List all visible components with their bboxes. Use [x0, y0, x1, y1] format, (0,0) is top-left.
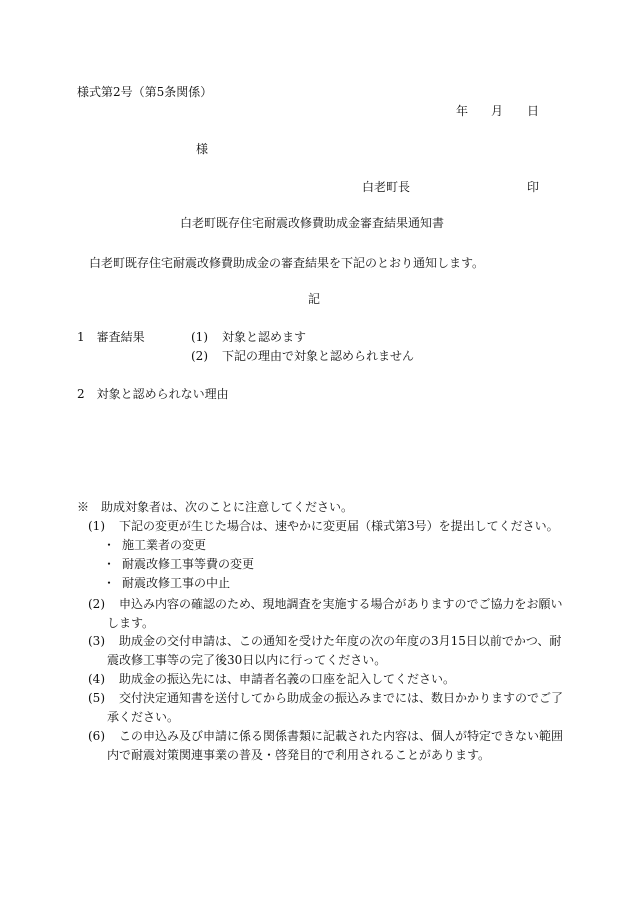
- option-1-text: 対象と認めます: [222, 330, 307, 344]
- note-line: 助成金の交付申請は、この通知を受けた年度の次の年度の3月15日以前でかつ、耐: [119, 634, 562, 648]
- intro-text: 白老町既存住宅耐震改修費助成金の審査結果を下記のとおり通知します。: [89, 256, 485, 270]
- note-num: (6): [88, 729, 105, 743]
- note-num: (2): [88, 597, 105, 611]
- section1-label: 1 審査結果: [77, 330, 145, 344]
- section2-label: 2 対象と認められない理由: [77, 387, 229, 401]
- bullet-text: 施工業者の変更: [122, 538, 207, 552]
- note-line: 交付決定通知書を送付してから助成金の振込みまでには、数日かかりますのでご了: [119, 691, 564, 705]
- note-line: 助成金の振込先には、申請者名義の口座を記入してください。: [119, 672, 456, 686]
- note-num: (1): [88, 519, 105, 533]
- date-year: 年: [456, 104, 469, 118]
- option-2-num: (2): [191, 349, 208, 363]
- form-number: 様式第2号（第5条関係）: [77, 85, 213, 99]
- date-month: 月: [491, 104, 504, 118]
- note-line: 震改修工事等の完了後30日以内に行ってください。: [107, 653, 387, 667]
- ki-marker: 記: [308, 292, 321, 306]
- note-num: (5): [88, 691, 105, 705]
- date-day: 日: [527, 104, 540, 118]
- issuer-seal: 印: [527, 180, 540, 194]
- note-line: します。: [107, 616, 155, 630]
- note-line: 下記の変更が生じた場合は、速やかに変更届（様式第3号）を提出してください。: [119, 519, 559, 533]
- bullet-mark: ・: [103, 576, 116, 590]
- bullet-mark: ・: [103, 557, 116, 571]
- issuer-title: 白老町長: [362, 180, 411, 194]
- bullet-mark: ・: [103, 538, 116, 552]
- document-title: 白老町既存住宅耐震改修費助成金審査結果通知書: [180, 216, 445, 230]
- notes-heading: ※ 助成対象者は、次のことに注意してください。: [77, 500, 354, 514]
- note-line: この申込み及び申請に係る関係書類に記載された内容は、個人が特定できない範囲: [119, 729, 564, 743]
- note-num: (4): [88, 672, 105, 686]
- bullet-text: 耐震改修工事の中止: [122, 576, 231, 590]
- addressee-suffix: 様: [196, 142, 209, 156]
- option-1-num: (1): [191, 330, 208, 344]
- option-2-text: 下記の理由で対象と認められません: [222, 349, 415, 363]
- note-line: 内で耐震対策関連事業の普及・啓発目的で利用されることがあります。: [107, 748, 491, 762]
- bullet-text: 耐震改修工事等費の変更: [122, 557, 255, 571]
- note-line: 承ください。: [107, 710, 180, 724]
- note-line: 申込み内容の確認のため、現地調査を実施する場合がありますのでご協力をお願い: [119, 597, 563, 611]
- note-num: (3): [88, 634, 105, 648]
